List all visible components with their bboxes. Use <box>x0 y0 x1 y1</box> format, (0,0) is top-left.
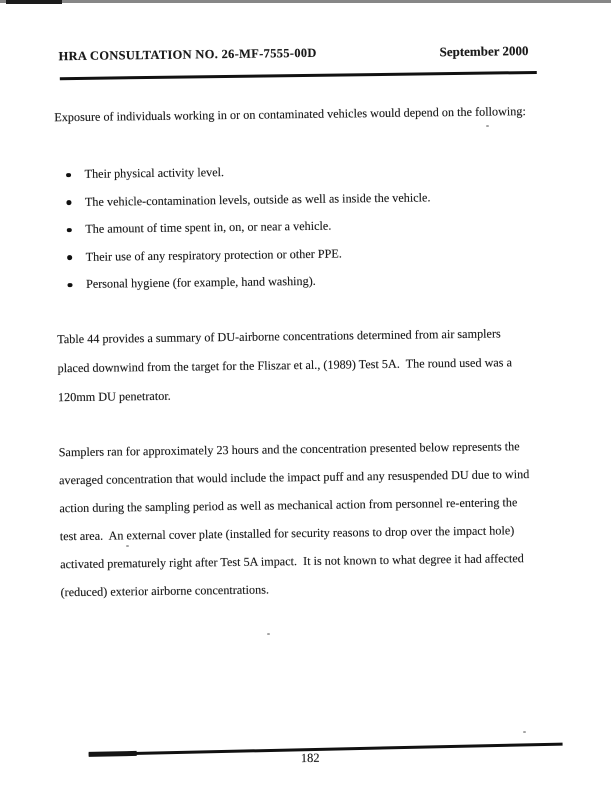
paragraph-line: test area. An external cover plate (installed for security reasons to drop over the impact hole) <box>59 523 515 544</box>
paragraph-table44 <box>57 319 512 412</box>
page-number: 182 <box>300 750 320 766</box>
paragraph-line: averaged concentration that would include the impact puff and any resuspended DU due to wind <box>58 467 530 488</box>
bullet-icon <box>66 173 71 178</box>
bullet-list <box>66 156 432 298</box>
paragraph-line: (reduced) exterior airborne concentrations. <box>60 582 270 600</box>
scan-speck <box>486 125 489 127</box>
bullet-text: Their physical activity level. <box>84 165 225 182</box>
paragraph-line: Table 44 provides a summary of DU-airborne concentrations determined from air samplers <box>57 326 501 347</box>
paragraph-line: activated prematurely right after Test 5A impact. It is not known to what degree it had affected <box>60 551 524 572</box>
paragraph-line: placed downwind from the target for the Fliszar et al., (1989) Test 5A. The round used was a <box>57 355 513 376</box>
paragraph-line: Samplers ran for approximately 23 hours and the concentration presented below represents the <box>58 439 520 460</box>
bullet-text: The vehicle-contamination levels, outside as well as inside the vehicle. <box>84 190 431 209</box>
bullet-item <box>67 266 431 298</box>
header-divider <box>60 71 537 80</box>
paragraph-line: action during the sampling period as well as mechanical action from personnel re-entering the <box>59 495 518 516</box>
paragraph-line: 120mm DU penetrator. <box>57 388 171 405</box>
scan-speck <box>267 633 270 635</box>
paragraph-samplers <box>59 432 531 606</box>
scan-speck <box>523 731 526 733</box>
bullet-text: Their use of any respiratory protection or other PPE. <box>85 246 342 264</box>
bullet-icon <box>66 200 71 205</box>
document-title: HRA CONSULTATION NO. 26-MF-7555-00D <box>58 45 317 64</box>
bullet-icon <box>67 283 72 288</box>
document-date: September 2000 <box>439 43 529 60</box>
bullet-text: The amount of time spent in, on, or near a vehicle. <box>85 218 332 237</box>
bullet-icon <box>67 255 72 260</box>
intro-paragraph: Exposure of individuals working in or on contaminated vehicles would depend on the following: <box>54 104 526 125</box>
bullet-text: Personal hygiene (for example, hand washing). <box>85 274 316 292</box>
scan-speck <box>126 545 129 547</box>
bullet-icon <box>67 228 72 233</box>
